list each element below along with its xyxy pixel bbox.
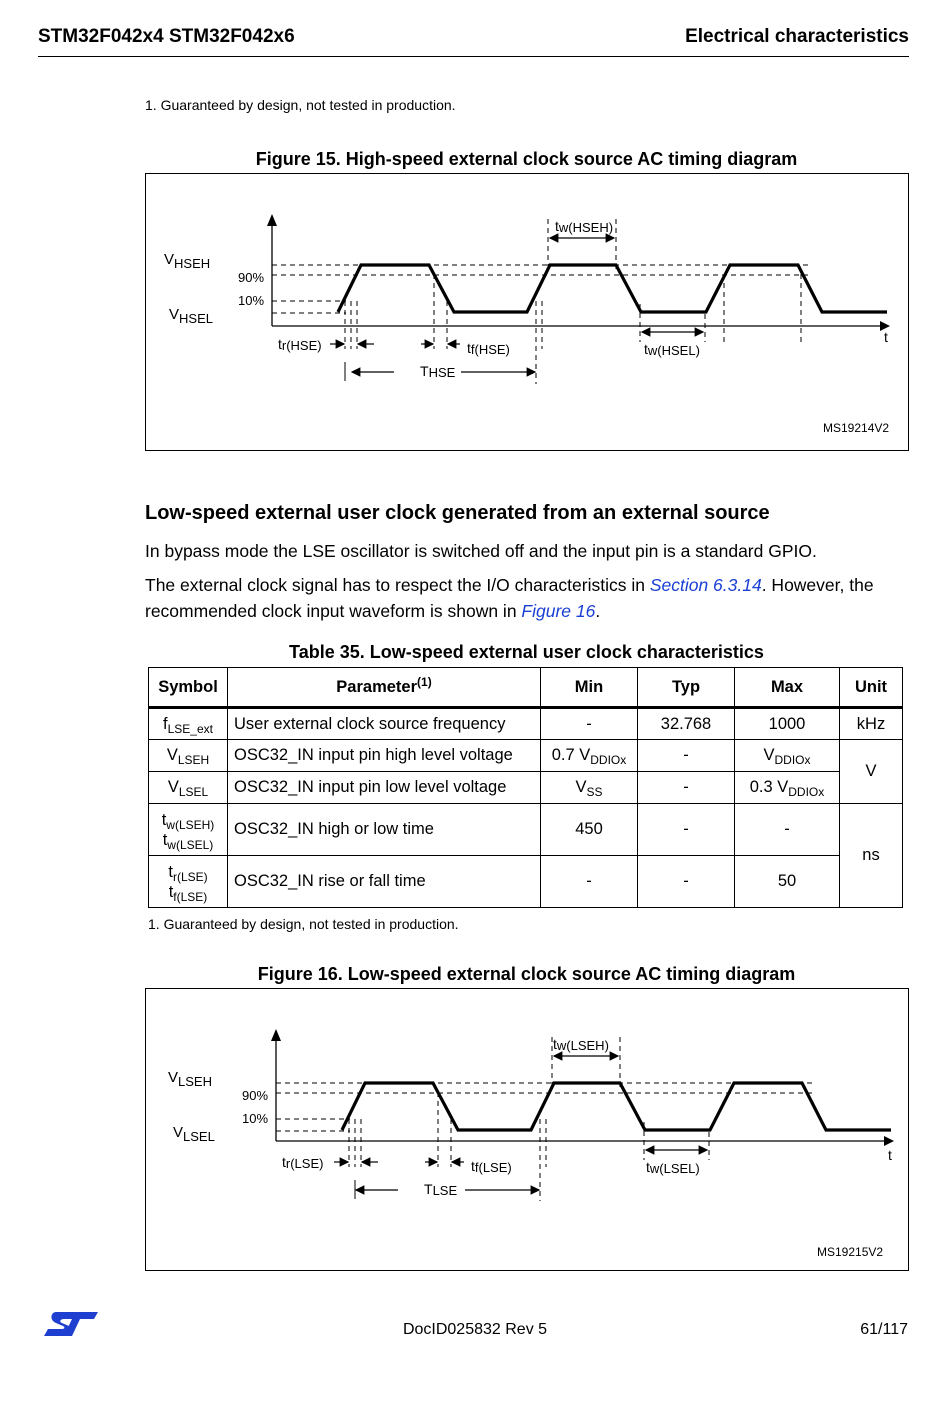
figure15-title: Figure 15. High-speed external clock source AC timing diagram	[255, 149, 798, 169]
fall-time-label: t	[467, 340, 471, 356]
v-low-label: V	[173, 1124, 184, 1141]
figure15-diagram	[145, 173, 909, 451]
figure15-code: MS19214V2	[823, 421, 890, 435]
svg-text:tw(LSEH): tw(LSEH)	[553, 1036, 609, 1053]
header-section-title: Electrical characteristics	[685, 26, 909, 47]
figure16-title: Figure 16. Low-speed external clock source AC timing diagram	[257, 964, 796, 984]
period-label: T	[420, 363, 429, 379]
section-heading: Low-speed external user clock generated from an external source	[145, 502, 770, 524]
v-low-label: V	[169, 306, 180, 323]
high-time-label: t	[555, 218, 559, 234]
svg-text:tw(HSEH): tw(HSEH)	[555, 218, 614, 235]
rise-time-label: t	[282, 1154, 286, 1170]
svg-text:TLSE: TLSE	[424, 1181, 458, 1198]
link-figure-16[interactable]: Figure 16	[521, 601, 596, 621]
svg-text:tr(LSE): tr(LSE)	[282, 1154, 324, 1171]
rise-time-label: t	[278, 336, 282, 352]
col-typ: Typ	[638, 668, 735, 708]
label-10-percent: 10%	[238, 293, 265, 308]
paragraph-bypass: In bypass mode the LSE oscillator is switched off and the input pin is a standard GPIO.	[145, 541, 817, 561]
col-unit: Unit	[840, 668, 903, 708]
label-90-percent: 90%	[242, 1088, 269, 1103]
col-symbol: Symbol	[149, 668, 228, 708]
table-row: $f_{LSE\_ext}$ User external clock source frequency - 32.768 1000 kHz	[149, 708, 903, 740]
figure16-code: MS19215V2	[817, 1245, 884, 1259]
time-axis-label: t	[884, 329, 888, 345]
link-section-6-3-14[interactable]: Section 6.3.14	[649, 575, 762, 595]
v-high-label: V	[168, 1069, 179, 1086]
table-row: $t_{w(LSEH)}$ $t_{w(LSEL)}$ OSC32_IN high or low time 450 - - ns	[149, 804, 903, 856]
svg-text:tf(LSE): tf(LSE)	[471, 1158, 512, 1175]
low-time-label: t	[644, 341, 648, 357]
table35	[148, 667, 903, 908]
period-label: T	[424, 1181, 433, 1197]
fall-time-label: t	[471, 1158, 475, 1174]
table35-footnote: 1. Guaranteed by design, not tested in production.	[148, 916, 459, 932]
high-time-label: t	[553, 1036, 557, 1052]
footer-doc-id: DocID025832 Rev 5	[402, 1321, 548, 1338]
svg-text:VHSEL: VHSEL	[169, 306, 213, 326]
paragraph-waveform: The external clock signal has to respect the I/O characteristics in Section 6.3.14. However, the recommended clock input waveform is shown in Figure 16.	[145, 575, 874, 621]
table-row: $V_{LSEL}$ OSC32_IN input pin low level voltage $V_{SS}$ - 0.3 $V_{DDIOx}$	[149, 772, 903, 804]
time-axis-label: t	[888, 1147, 892, 1163]
table-row: $V_{LSEH}$ OSC32_IN input pin high level voltage 0.7 $V_{DDIOx}$ - $V_{DDIOx}$ V	[149, 740, 903, 772]
col-max: Max	[735, 668, 840, 708]
col-parameter: Parameter$^{(1)}$	[228, 668, 541, 708]
header-doc-title: STM32F042x4 STM32F042x6	[38, 26, 295, 47]
figure16-waveform	[146, 989, 908, 1270]
svg-text:VLSEL: VLSEL	[173, 1124, 215, 1144]
table-row: $t_{r(LSE)}$ $t_{f(LSE)}$ OSC32_IN rise or fall time - - 50	[149, 856, 903, 908]
low-time-label: t	[646, 1159, 650, 1175]
col-min: Min	[541, 668, 638, 708]
svg-text:tw(HSEL): tw(HSEL)	[644, 341, 700, 358]
header-rule	[38, 56, 909, 57]
label-90-percent: 90%	[238, 270, 265, 285]
svg-text:VLSEH: VLSEH	[168, 1069, 212, 1089]
svg-text:tf(HSE): tf(HSE)	[467, 340, 510, 357]
svg-text:tr(HSE): tr(HSE)	[278, 336, 322, 353]
v-high-label: V	[164, 251, 175, 268]
svg-text:tw(LSEL): tw(LSEL)	[646, 1159, 700, 1176]
label-10-percent: 10%	[242, 1111, 269, 1126]
footer-page-number: 61/117	[860, 1321, 908, 1338]
svg-text:THSE: THSE	[420, 363, 456, 380]
clock-waveform	[338, 265, 887, 312]
svg-text:VHSEH: VHSEH	[164, 251, 211, 271]
table35-title: Table 35. Low-speed external user clock characteristics	[289, 642, 764, 662]
clock-waveform	[342, 1083, 891, 1130]
figure15-waveform	[146, 174, 908, 450]
figure16-diagram	[145, 988, 909, 1271]
footnote-top: 1. Guaranteed by design, not tested in production.	[145, 97, 456, 113]
